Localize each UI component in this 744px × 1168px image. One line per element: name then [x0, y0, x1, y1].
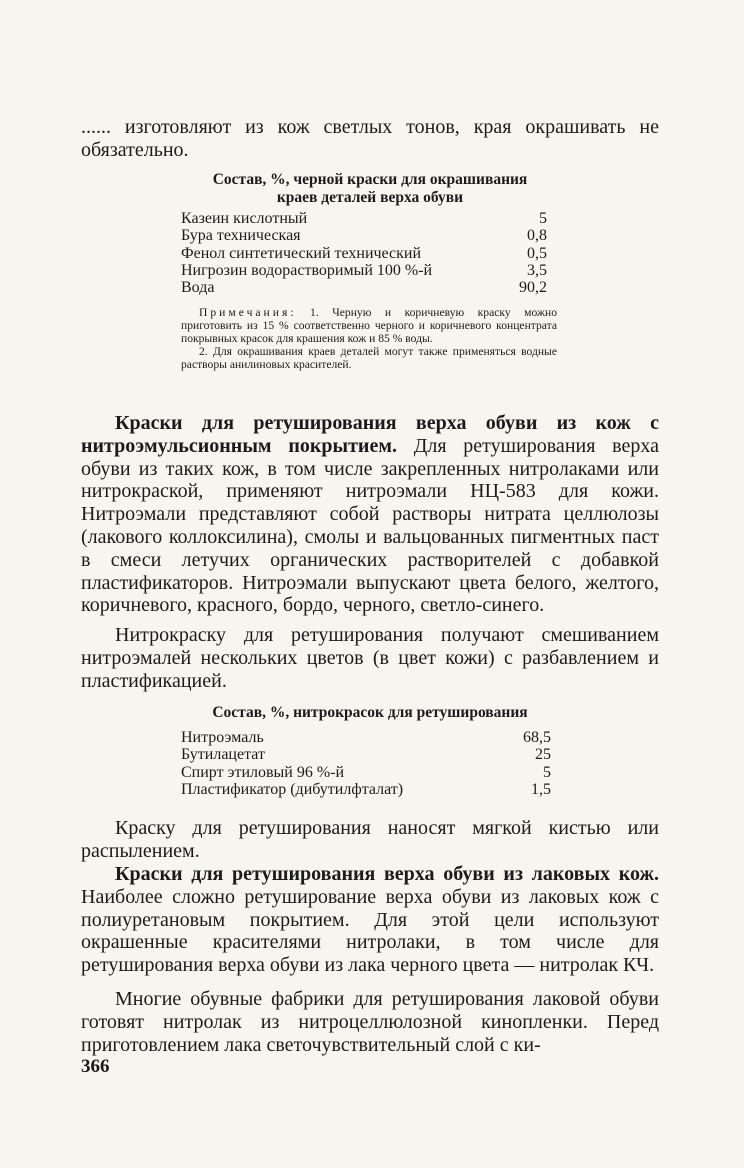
table-cell-value: 25 — [535, 746, 551, 764]
table-cell-value: 5 — [543, 763, 551, 781]
table-row — [181, 729, 551, 746]
paragraph-4: Многие обувные фабрики для ретуширования лаковой обуви готовят нитролак из нитроцеллюлозной кинопленки. Перед приготовлением лака светочувствительный слой с ки- — [81, 988, 659, 1056]
section2-paragraph — [81, 863, 659, 977]
table1-title-line1: Состав, %, черной краски для окрашивания — [212, 171, 528, 188]
table-row — [181, 279, 547, 296]
section1-body: Для ретуширования верха обуви из таких кож, в том числе закрепленных нитролаками или нитрокраской, применяют нитроэмали НЦ-583 для кожи. Нитроэмали представляют собой растворы нитрата целлюлозы (лакового коллоксилина), смолы и вальцованных пигментных паст в смеси летучих органических растворителей с добавкой пластификаторов. Нитроэмали выпускают цвета белого, желтого, коричневого, красного, бордо, черного, светло-синего. — [81, 434, 659, 617]
table-row — [181, 262, 547, 279]
table-cell-name: Вода — [181, 279, 215, 297]
table-cell-value: 68,5 — [523, 729, 551, 746]
table-row — [181, 746, 551, 763]
table2 — [181, 729, 551, 798]
table1-title-line2: краев деталей верха обуви — [276, 189, 464, 206]
note-1-text: 1. Черную и коричневую краску можно приготовить из 15 % соответственно черного и коричневого концентрата покрывных красок для крашения кож и 85 % воды. — [181, 306, 557, 345]
paragraph-2: Нитрокраску для ретуширования получают смешиванием нитроэмалей нескольких цветов (в цвет кожи) с разбавлением и пластификацией. — [81, 624, 659, 692]
table2-title: Состав, %, нитрокрасок для ретуширования — [212, 704, 528, 721]
table-cell-value: 0,8 — [527, 227, 547, 245]
table-row — [181, 245, 547, 262]
table1-notes — [181, 306, 557, 371]
table-cell-name: Спирт этиловый 96 %-й — [181, 763, 345, 781]
table-cell-name: Бутилацетат — [181, 746, 265, 764]
note-1 — [181, 306, 557, 345]
section1-heading: Краски для ретуширования верха обуви из кож с нитроэмульсионным покрытием. — [81, 412, 659, 457]
section2-heading: Краски для ретуширования верха обуви из лаковых кож. — [115, 863, 659, 885]
table-row — [181, 764, 551, 781]
notes-label: Примечания: — [199, 306, 297, 319]
table-cell-name: Фенол синтетический технический — [181, 244, 422, 262]
table-cell-name: Пластификатор (дибутилфталат) — [181, 780, 404, 798]
table-cell-value: 5 — [539, 210, 547, 227]
table-cell-value: 90,2 — [519, 279, 547, 297]
table-cell-value: 0,5 — [527, 244, 547, 262]
section1-paragraph — [81, 412, 659, 617]
intro-paragraph: ...... изготовляют из кож светлых тонов, края окрашивать не обязательно. — [81, 116, 659, 161]
table-row — [181, 227, 547, 244]
paragraph-3: Краску для ретуширования наносят мягкой кистью или распылением. — [81, 817, 659, 862]
section2-body: Наиболее сложно ретуширование верха обуви из лаковых кож с полиуретановым покрытием. Для этой цели используют окрашенные красителями нитролаки, в том числе для ретуширования верха обуви из лака черного цвета — нитролак КЧ. — [81, 885, 659, 977]
table1 — [181, 210, 547, 296]
table-cell-value: 1,5 — [531, 780, 551, 798]
note-2: 2. Для окрашивания краев деталей могут также применяться водные растворы анилиновых красителей. — [181, 345, 557, 371]
table-cell-name: Нитроэмаль — [181, 729, 264, 746]
table-cell-value: 3,5 — [527, 261, 547, 279]
table-cell-name: Бура техническая — [181, 227, 301, 245]
table-cell-name: Казеин кислотный — [181, 210, 308, 227]
table-cell-name: Нигрозин водорастворимый 100 %-й — [181, 261, 433, 279]
page-number: 366 — [81, 1056, 110, 1077]
table-row — [181, 781, 551, 798]
table-row — [181, 210, 547, 227]
